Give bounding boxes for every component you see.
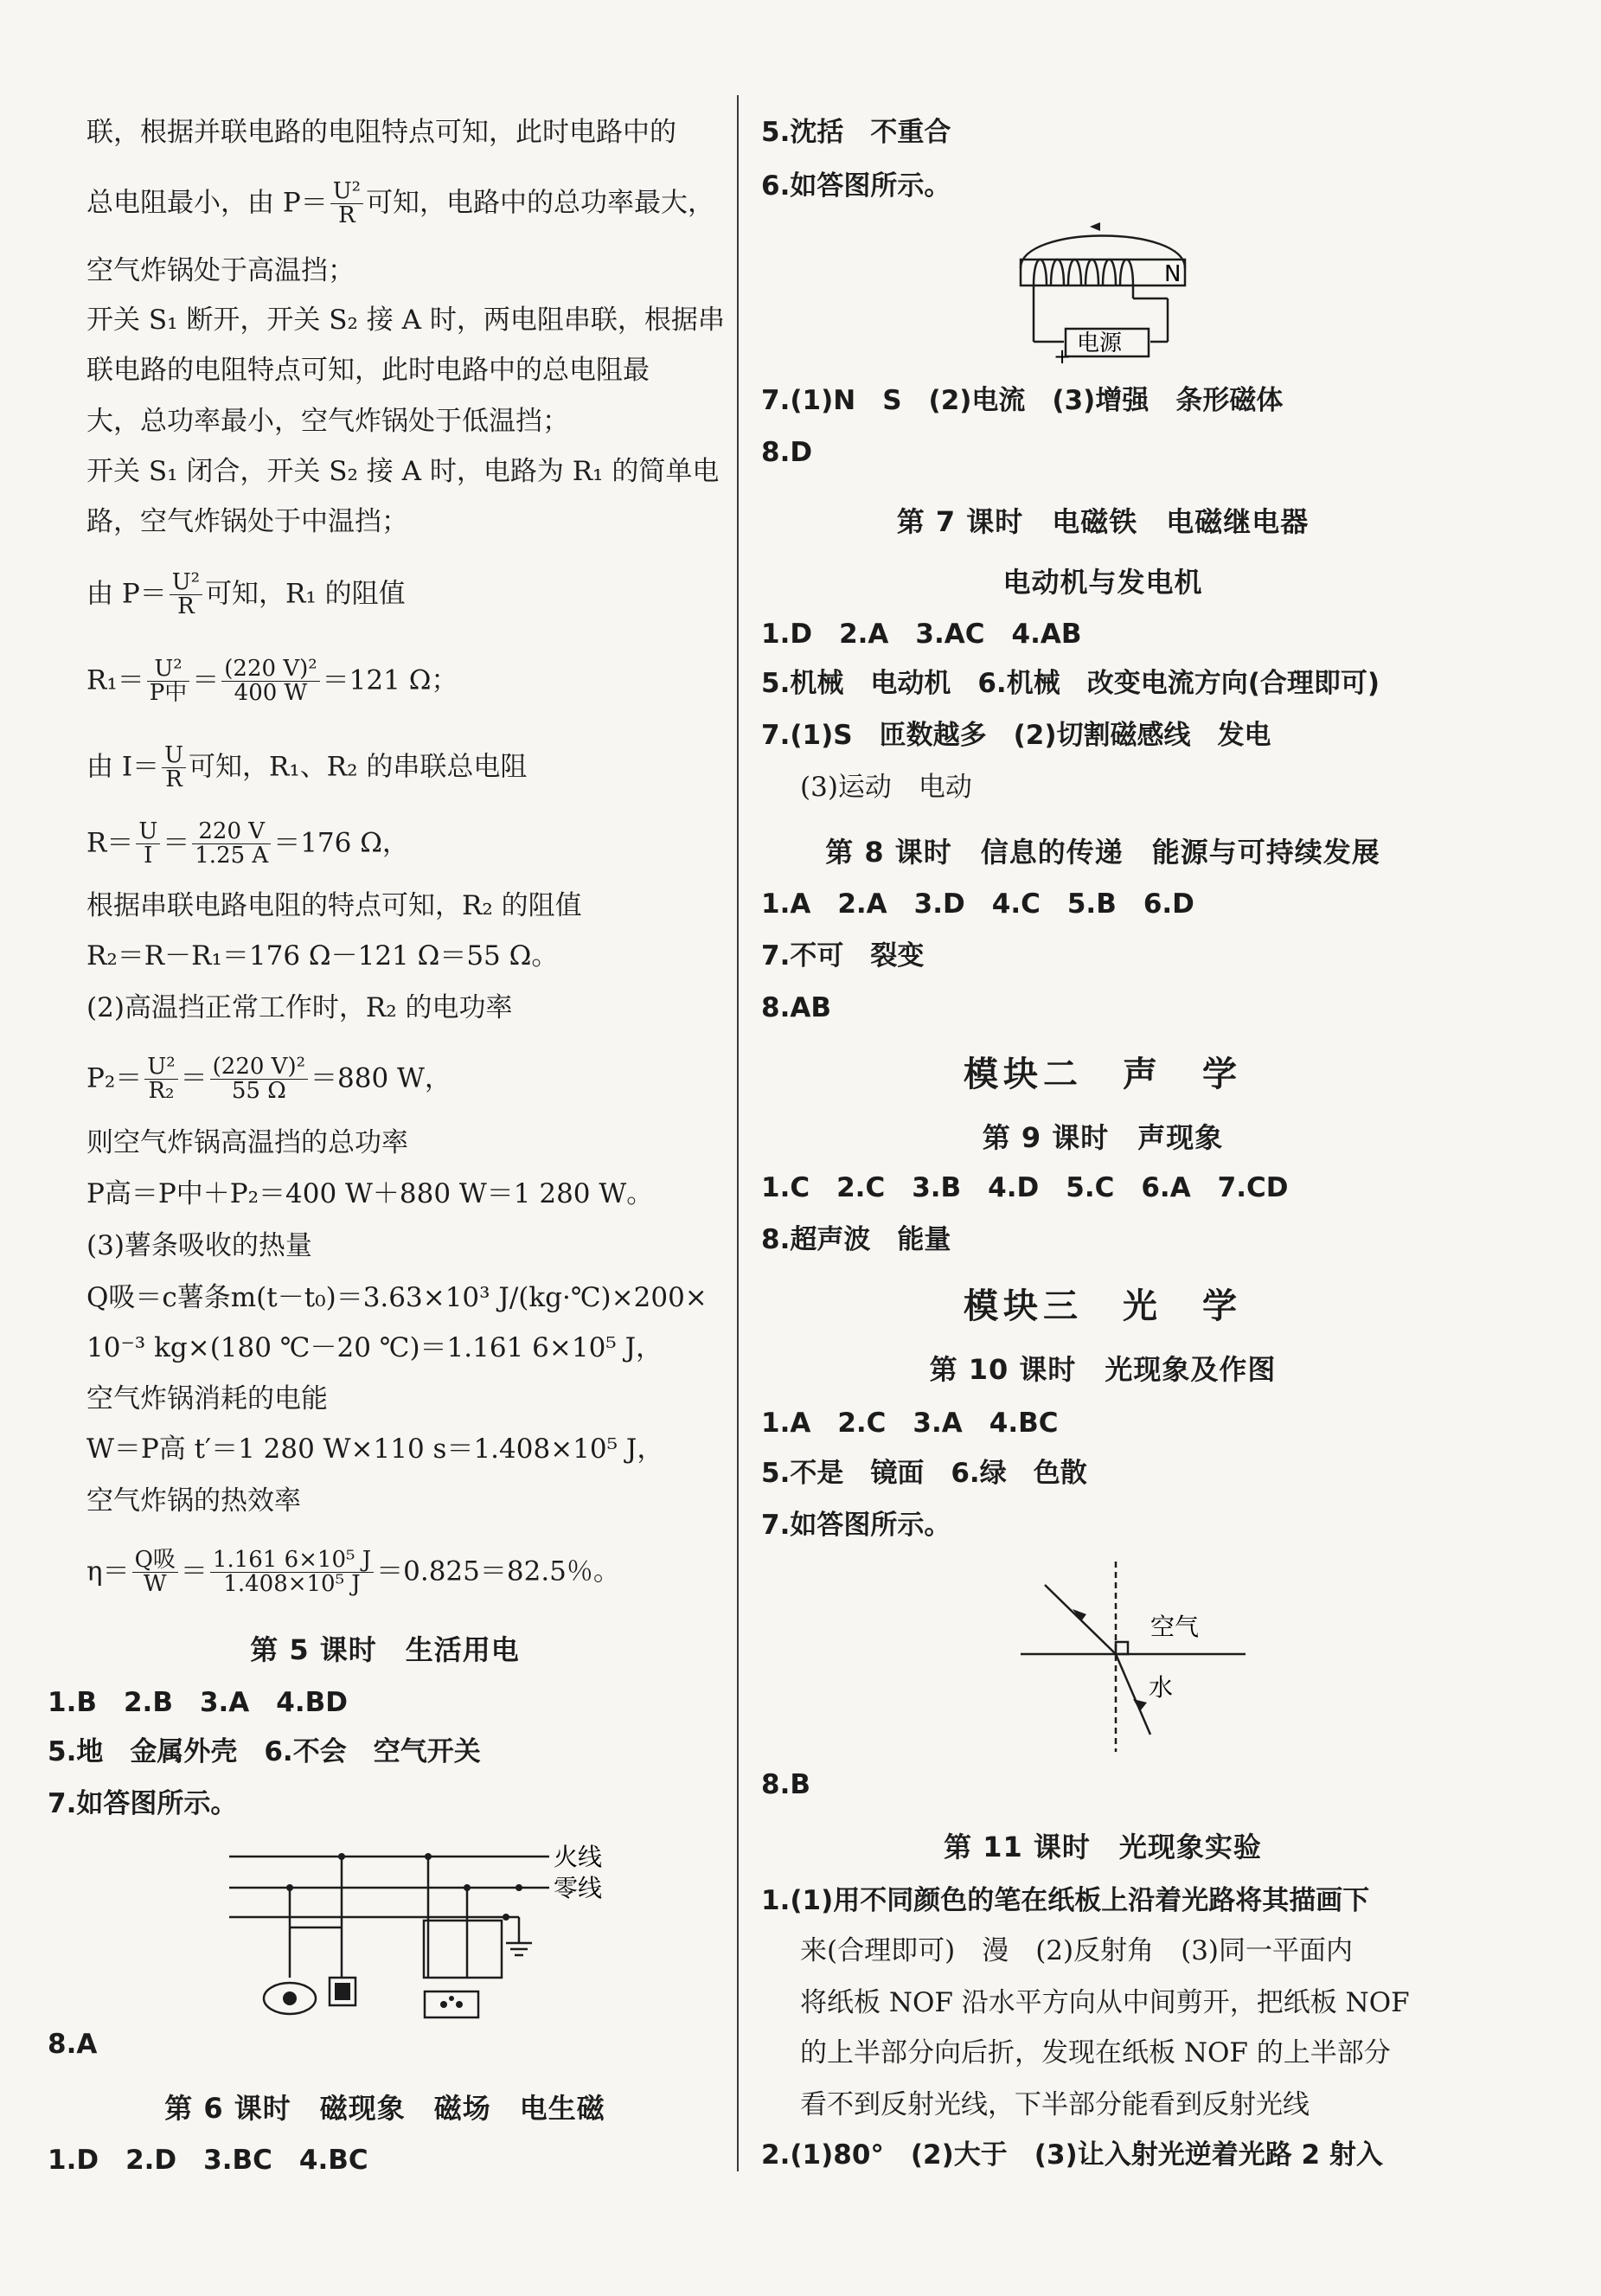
answer-line: 1.A 2.A 3.D 4.C 5.B 6.D — [761, 888, 1194, 920]
answer-line: 1.B 2.B 3.A 4.BD — [48, 1687, 348, 1718]
air-label: 空气 — [1150, 1613, 1200, 1641]
text-line: 开关 S₁ 断开，开关 S₂ 接 A 时，两电阻串联，根据串 — [86, 305, 725, 336]
formula-line: 总电阻最小，由 P＝ $\frac{\text{U²}}{R}$ 可知，电路中的总功率最大， — [86, 178, 715, 229]
answer-line: 7.(1)N S (2)电流 (3)增强 条形磁体 — [761, 385, 1284, 416]
text-line: 将纸板 NOF 沿水平方向从中间剪开，把纸板 NOF — [800, 1987, 1410, 2018]
positive-terminal-label: + — [1053, 344, 1072, 369]
text-line: 空气炸锅处于高温挡； — [86, 255, 355, 286]
column-divider — [737, 95, 739, 2171]
text-line: 路，空气炸锅处于中温挡； — [86, 506, 408, 537]
formula-line: η＝ $\frac{\text{Q吸}}{W}$ ＝ $\frac{\text{1.161 6×10⁵ J}}{\text{1.408×10⁵ J}}$ ＝0.825＝82.5％。 — [86, 1547, 620, 1598]
answer-line: 1.C 2.C 3.B 4.D 5.C 6.A 7.CD — [761, 1172, 1289, 1203]
answer-line: 8.A — [48, 2029, 98, 2060]
fraction: $\frac{\text{U²}}{\text{R₂}}$ — [144, 1055, 177, 1104]
text-line: 则空气炸锅高温挡的总功率 — [86, 1127, 408, 1158]
fraction: $\frac{\text{(220 V)²}}{55 \Omega}$ — [210, 1055, 308, 1104]
text-line: 开关 S₁ 闭合，开关 S₂ 接 A 时，电路为 R₁ 的简单电 — [86, 456, 720, 487]
text-line: 的上半部分向后折，发现在纸板 NOF 的上半部分 — [800, 2037, 1391, 2068]
fraction: $\frac{U}{I}$ — [136, 820, 160, 869]
answer-line: 7.不可 裂变 — [761, 940, 925, 972]
fraction: $\frac{\text{1.161 6×10⁵ J}}{\text{1.408×10⁵ J}}$ — [210, 1549, 374, 1597]
answer-line: 1.D 2.A 3.AC 4.AB — [761, 619, 1082, 650]
text-line: 来(合理即可) 漫 (2)反射角 (3)同一平面内 — [800, 1935, 1354, 1966]
module-heading: 模块三 光 学 — [964, 1286, 1242, 1326]
household-circuit-diagram — [221, 1834, 636, 2020]
fraction: $\frac{\text{Q吸}}{W}$ — [132, 1549, 178, 1597]
text-line: 根据串联电路电阻的特点可知，R₂ 的阻值 — [86, 890, 582, 921]
answer-line: 7.如答图所示。 — [761, 1510, 951, 1541]
text-line: (2)高温挡正常工作时，R₂ 的电功率 — [86, 992, 513, 1023]
section-heading: 第 11 课时 光现象实验 — [944, 1831, 1262, 1863]
section-heading: 第 7 课时 电磁铁 电磁继电器 — [896, 505, 1310, 538]
module-heading: 模块二 声 学 — [964, 1055, 1242, 1094]
water-label: 水 — [1149, 1673, 1174, 1702]
text-line: (3)运动 电动 — [800, 772, 972, 803]
refraction-diagram — [1021, 1557, 1280, 1756]
answer-line: 7.如答图所示。 — [48, 1788, 238, 1819]
answer-line: 6.如答图所示。 — [761, 170, 951, 202]
answer-line: 5.地 金属外壳 6.不会 空气开关 — [48, 1736, 481, 1767]
answer-line: 7.(1)S 匝数越多 (2)切割磁感线 发电 — [761, 720, 1271, 751]
answer-line: 8.B — [761, 1769, 810, 1800]
text-line: P高＝P中＋P₂＝400 W＋880 W＝1 280 W。 — [86, 1178, 654, 1209]
formula-line: P₂＝ $\frac{\text{U²}}{\text{R₂}}$ ＝ $\frac{\text{(220 V)²}}{55 \Omega}$ ＝880 W， — [86, 1054, 451, 1105]
zero-line-label: 零线 — [554, 1874, 603, 1902]
fraction: $\frac{220 V}{1.25 A}$ — [192, 820, 271, 869]
answer-line: 2.(1)80° (2)大于 (3)让入射光逆着光路 2 射入 — [761, 2139, 1383, 2171]
fraction: $\frac{U}{R}$ — [162, 744, 186, 792]
section-heading: 第 5 课时 生活用电 — [250, 1633, 520, 1666]
answer-line: 5.沈括 不重合 — [761, 117, 951, 148]
text-line: W＝P高 t′＝1 280 W×110 s＝1.408×10⁵ J， — [86, 1433, 664, 1465]
fire-line-label: 火线 — [554, 1843, 603, 1871]
fraction: $\frac{\text{(220 V)²}}{400 W}$ — [221, 657, 319, 706]
electromagnet-diagram — [1012, 216, 1220, 372]
text-line: 看不到反射光线，下半部分能看到反射光线 — [800, 2089, 1310, 2120]
text-line: 联，根据并联电路的电阻特点可知，此时电路中的 — [86, 117, 676, 148]
answer-line: 5.机械 电动机 6.机械 改变电流方向(合理即可) — [761, 668, 1380, 699]
answer-line: 1.A 2.C 3.A 4.BC — [761, 1408, 1059, 1439]
formula-line: 由 P＝ $\frac{\text{U²}}{R}$ 可知，R₁ 的阻值 — [86, 569, 406, 620]
answer-line: 1.(1)用不同颜色的笔在纸板上沿着光路将其描画下 — [761, 1885, 1370, 1916]
text-line: (3)薯条吸收的热量 — [86, 1230, 312, 1261]
power-source-label: 电源 — [1077, 330, 1123, 356]
text-line: 10⁻³ kg×(180 ℃－20 ℃)＝1.161 6×10⁵ J， — [86, 1332, 663, 1363]
answer-line: 8.D — [761, 437, 813, 468]
fraction: $\frac{\text{U²}}{\text{P中}}$ — [147, 657, 190, 706]
section-heading: 第 6 课时 磁现象 磁场 电生磁 — [164, 2092, 605, 2125]
formula-line: R₁＝ $\frac{\text{U²}}{\text{P中}}$ ＝ $\frac{\text{(220 V)²}}{400 W}$ ＝121 Ω； — [86, 656, 458, 707]
answer-line: 5.不是 镜面 6.绿 色散 — [761, 1458, 1087, 1489]
north-pole-label: N — [1164, 261, 1182, 287]
formula-line: R＝ $\frac{U}{I}$ ＝ $\frac{220 V}{1.25 A}$ ＝176 Ω， — [86, 818, 409, 869]
text-line: Q吸＝c薯条m(t－t₀)＝3.63×10³ J/(kg·℃)×200× — [86, 1282, 708, 1313]
answer-line: 8.AB — [761, 992, 831, 1023]
text-line: 空气炸锅消耗的电能 — [86, 1383, 328, 1414]
section-heading: 第 9 课时 声现象 — [982, 1121, 1224, 1154]
answer-line: 1.D 2.D 3.BC 4.BC — [48, 2145, 368, 2176]
answer-line: 8.超声波 能量 — [761, 1224, 951, 1255]
fraction: $\frac{\text{U²}}{R}$ — [170, 571, 202, 619]
section-heading: 第 10 课时 光现象及作图 — [929, 1353, 1277, 1386]
section-heading: 第 8 课时 信息的传递 能源与可持续发展 — [825, 836, 1380, 869]
section-heading: 电动机与发电机 — [1002, 566, 1203, 599]
text-line: 联电路的电阻特点可知，此时电路中的总电阻最 — [86, 355, 650, 386]
formula-line: 由 I＝ $\frac{U}{R}$ 可知，R₁、R₂ 的串联总电阻 — [86, 742, 528, 793]
fraction: $\frac{\text{U²}}{R}$ — [330, 180, 363, 228]
text-line: R₂＝R－R₁＝176 Ω－121 Ω＝55 Ω。 — [86, 940, 559, 972]
text-line: 空气炸锅的热效率 — [86, 1485, 301, 1517]
text-line: 大，总功率最小，空气炸锅处于低温挡； — [86, 406, 569, 437]
